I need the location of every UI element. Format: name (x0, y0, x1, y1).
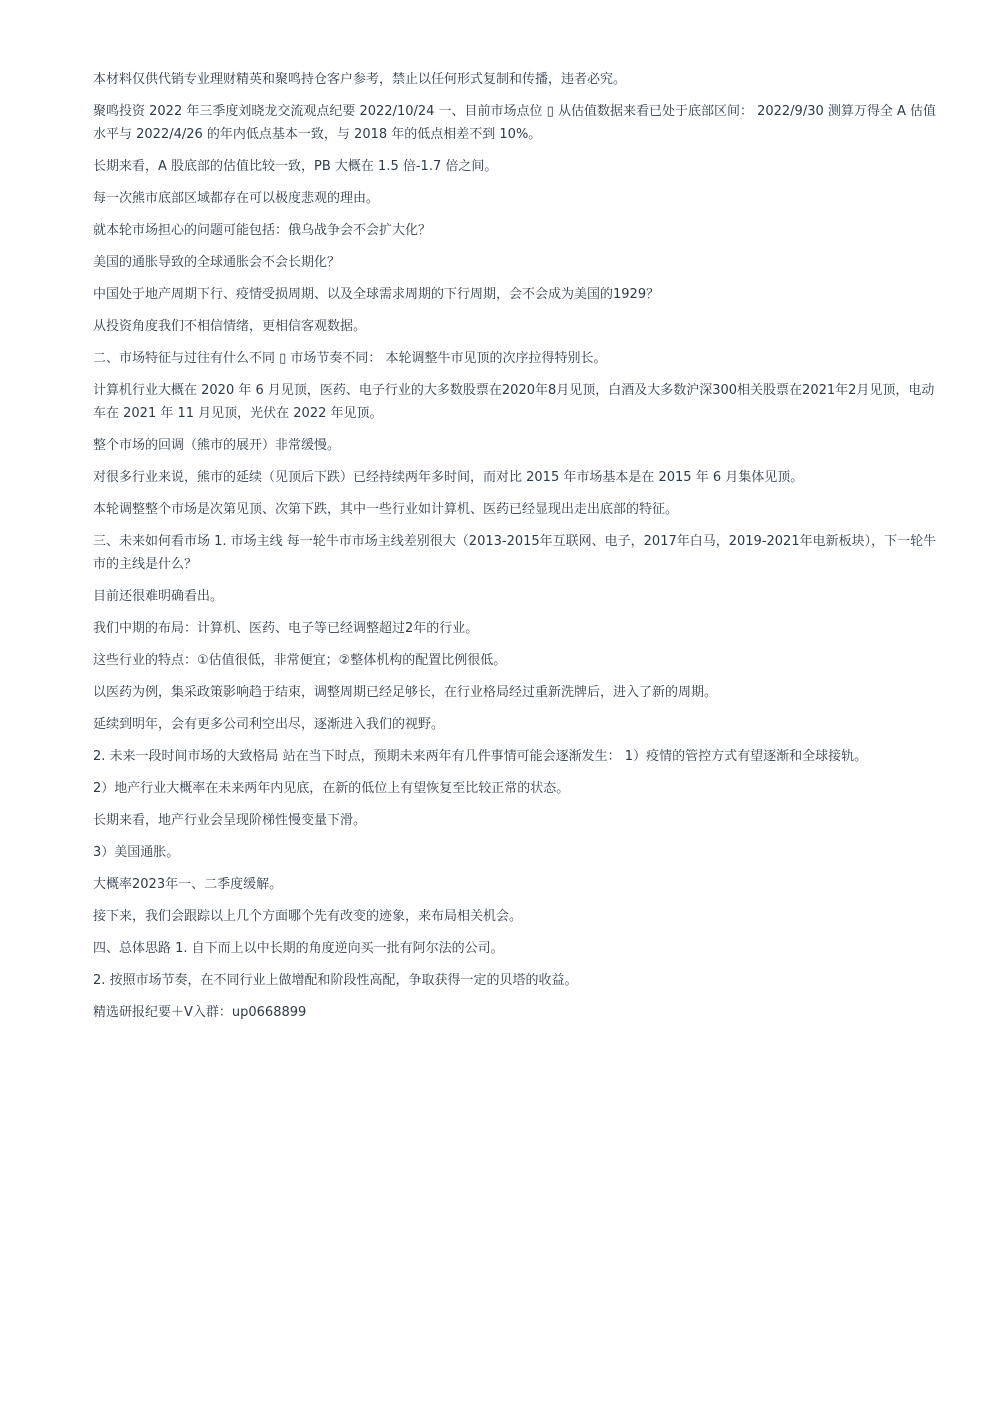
body-paragraph: 3）美国通胀。 (93, 845, 180, 860)
body-paragraph: 本轮调整整个市场是次第见顶、次第下跌，其中一些行业如计算机、医药已经显现出走出底部的特征。 (93, 502, 679, 517)
body-paragraph: 计算机行业大概在 2020 年 6 月见顶，医药、电子行业的大多数股票在2020年8月见顶，白酒及大多数沪深300相关股票在2021年2月见顶，电动车在 2021 年 11 月见顶，光伏在 2022 年见顶。 (93, 383, 935, 421)
body-paragraph: 延续到明年，会有更多公司利空出尽，逐渐进入我们的视野。 (93, 717, 445, 732)
body-paragraph: 长期来看，地产行业会呈现阶梯性慢变量下滑。 (93, 813, 367, 828)
body-paragraph: 2）地产行业大概率在未来两年内见底，在新的低位上有望恢复至比较正常的状态。 (93, 781, 570, 796)
section-heading-paragraph: 二、市场特征与过往有什么不同 ▯ 市场节奏不同： 本轮调整牛市见顶的次序拉得特别长。 (93, 351, 607, 366)
body-paragraph: 接下来，我们会跟踪以上几个方面哪个先有改变的迹象，来布局相关机会。 (93, 909, 523, 924)
body-paragraph: 就本轮市场担心的问题可能包括：俄乌战争会不会扩大化？ (93, 223, 432, 238)
body-paragraph: 长期来看，A 股底部的估值比较一致，PB 大概在 1.5 倍-1.7 倍之间。 (93, 159, 498, 174)
section-heading-paragraph: 三、未来如何看市场 1. 市场主线 每一轮牛市市场主线差别很大（2013-2015年互联网、电子，2017年白马，2019-2021年电新板块），下一轮牛市的主线是什么？ (93, 534, 937, 572)
body-paragraph: 整个市场的回调（熊市的展开）非常缓慢。 (93, 438, 341, 453)
body-paragraph: 我们中期的布局：计算机、医药、电子等已经调整超过2年的行业。 (93, 621, 479, 636)
body-paragraph: 中国处于地产周期下行、疫情受损周期、以及全球需求周期的下行周期，会不会成为美国的1929？ (93, 287, 660, 302)
body-paragraph: 对很多行业来说，熊市的延续（见顶后下跌）已经持续两年多时间，而对比 2015 年市场基本是在 2015 年 6 月集体见顶。 (93, 470, 804, 485)
body-paragraph: 每一次熊市底部区域都存在可以极度悲观的理由。 (93, 191, 380, 206)
disclaimer-paragraph: 本材料仅供代销专业理财精英和聚鸣持仓客户参考，禁止以任何形式复制和传播，违者必究。 (93, 72, 627, 87)
document-body (93, 68, 945, 1033)
body-paragraph: 美国的通胀导致的全球通胀会不会长期化？ (93, 255, 341, 270)
summary-title-paragraph: 聚鸣投资 2022 年三季度刘晓龙交流观点纪要 2022/10/24 一、目前市场点位 ▯ 从估值数据来看已处于底部区间： 2022/9/30 测算万得全 A 估值水平与 2022/4/26 的年内低点基本一致，与 2018 年的低点相差不到 10%。 (93, 104, 937, 142)
body-paragraph: 目前还很难明确看出。 (93, 589, 224, 604)
body-paragraph: 2. 按照市场节奏，在不同行业上做增配和阶段性高配，争取获得一定的贝塔的收益。 (93, 973, 578, 988)
footer-contact-paragraph: 精选研报纪要＋V入群：up0668899 (93, 1005, 307, 1020)
body-paragraph: 这些行业的特点：①估值很低，非常便宜；②整体机构的配置比例很低。 (93, 653, 507, 668)
section-heading-paragraph: 四、总体思路 1. 自下而上以中长期的角度逆向买一批有阿尔法的公司。 (93, 941, 504, 956)
body-paragraph: 从投资角度我们不相信情绪，更相信客观数据。 (93, 319, 367, 334)
body-paragraph: 大概率2023年一、二季度缓解。 (93, 877, 283, 892)
body-paragraph: 以医药为例，集采政策影响趋于结束，调整周期已经足够长，在行业格局经过重新洗牌后，进入了新的周期。 (93, 685, 718, 700)
body-paragraph: 2. 未来一段时间市场的大致格局 站在当下时点，预期未来两年有几件事情可能会逐渐发生： 1）疫情的管控方式有望逐渐和全球接轨。 (93, 749, 868, 764)
